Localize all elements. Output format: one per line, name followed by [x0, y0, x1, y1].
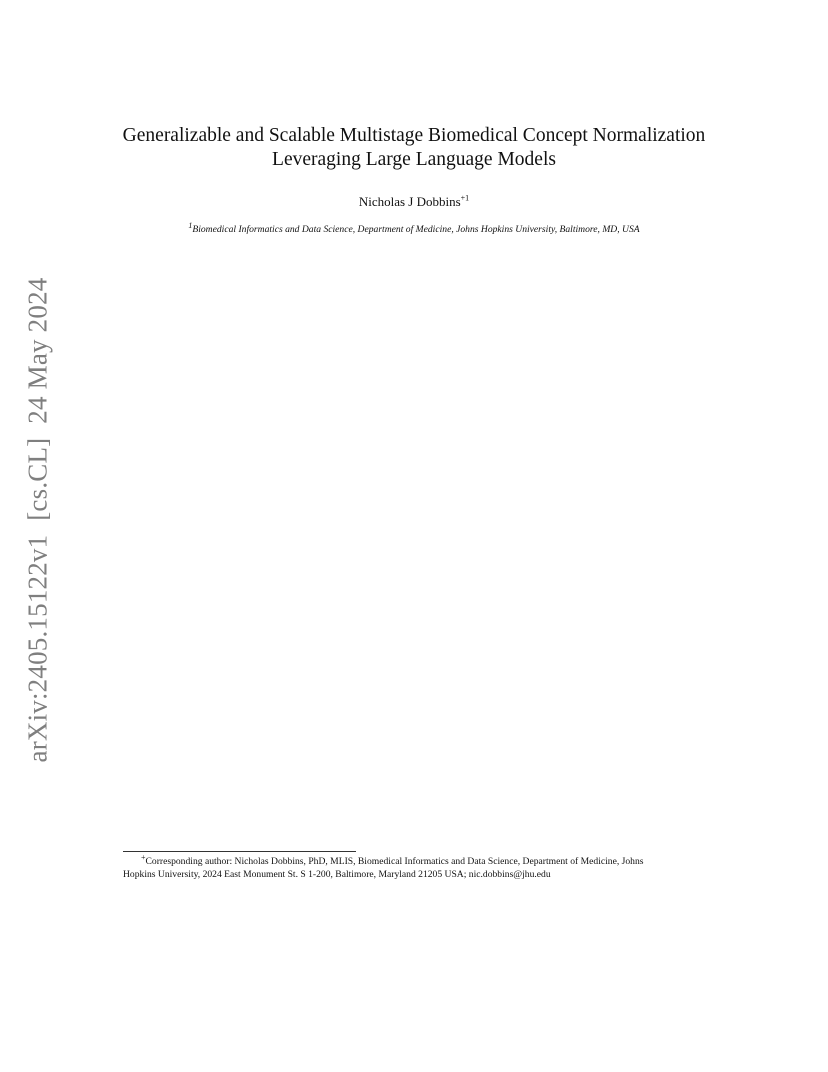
affiliation-text: Biomedical Informatics and Data Science, Department of Medicine, Johns Hopkins University, Baltimore, MD, USA [192, 224, 640, 235]
arxiv-category: [cs.CL] [22, 437, 53, 521]
footnote-line-1 [123, 852, 708, 868]
footnote-text-1: Corresponding author: Nicholas Dobbins, PhD, MLIS, Biomedical Informatics and Data Science, Department of Medicine, Johns [145, 856, 644, 867]
author-line [0, 194, 828, 210]
arxiv-stamp [23, 278, 54, 763]
paper-title [0, 124, 828, 172]
affiliation-mark: 1 [188, 220, 193, 230]
author-marks: +1 [460, 193, 470, 203]
footnote-rule [123, 851, 356, 852]
footnote [123, 852, 708, 881]
paper-title-line-2: Leveraging Large Language Models [272, 149, 556, 170]
arxiv-date: 24 May 2024 [22, 277, 53, 424]
footnote-mark: + [141, 852, 146, 862]
arxiv-id: arXiv:2405.15122v1 [22, 534, 53, 763]
footnote-line-2: Hopkins University, 2024 East Monument St. S 1-200, Baltimore, Maryland 21205 USA; nic.dobbins@jhu.edu [123, 869, 551, 880]
author-name: Nicholas J Dobbins [358, 194, 461, 209]
affiliation [0, 220, 828, 236]
paper-title-line-1: Generalizable and Scalable Multistage Biomedical Concept Normalization [122, 125, 706, 146]
